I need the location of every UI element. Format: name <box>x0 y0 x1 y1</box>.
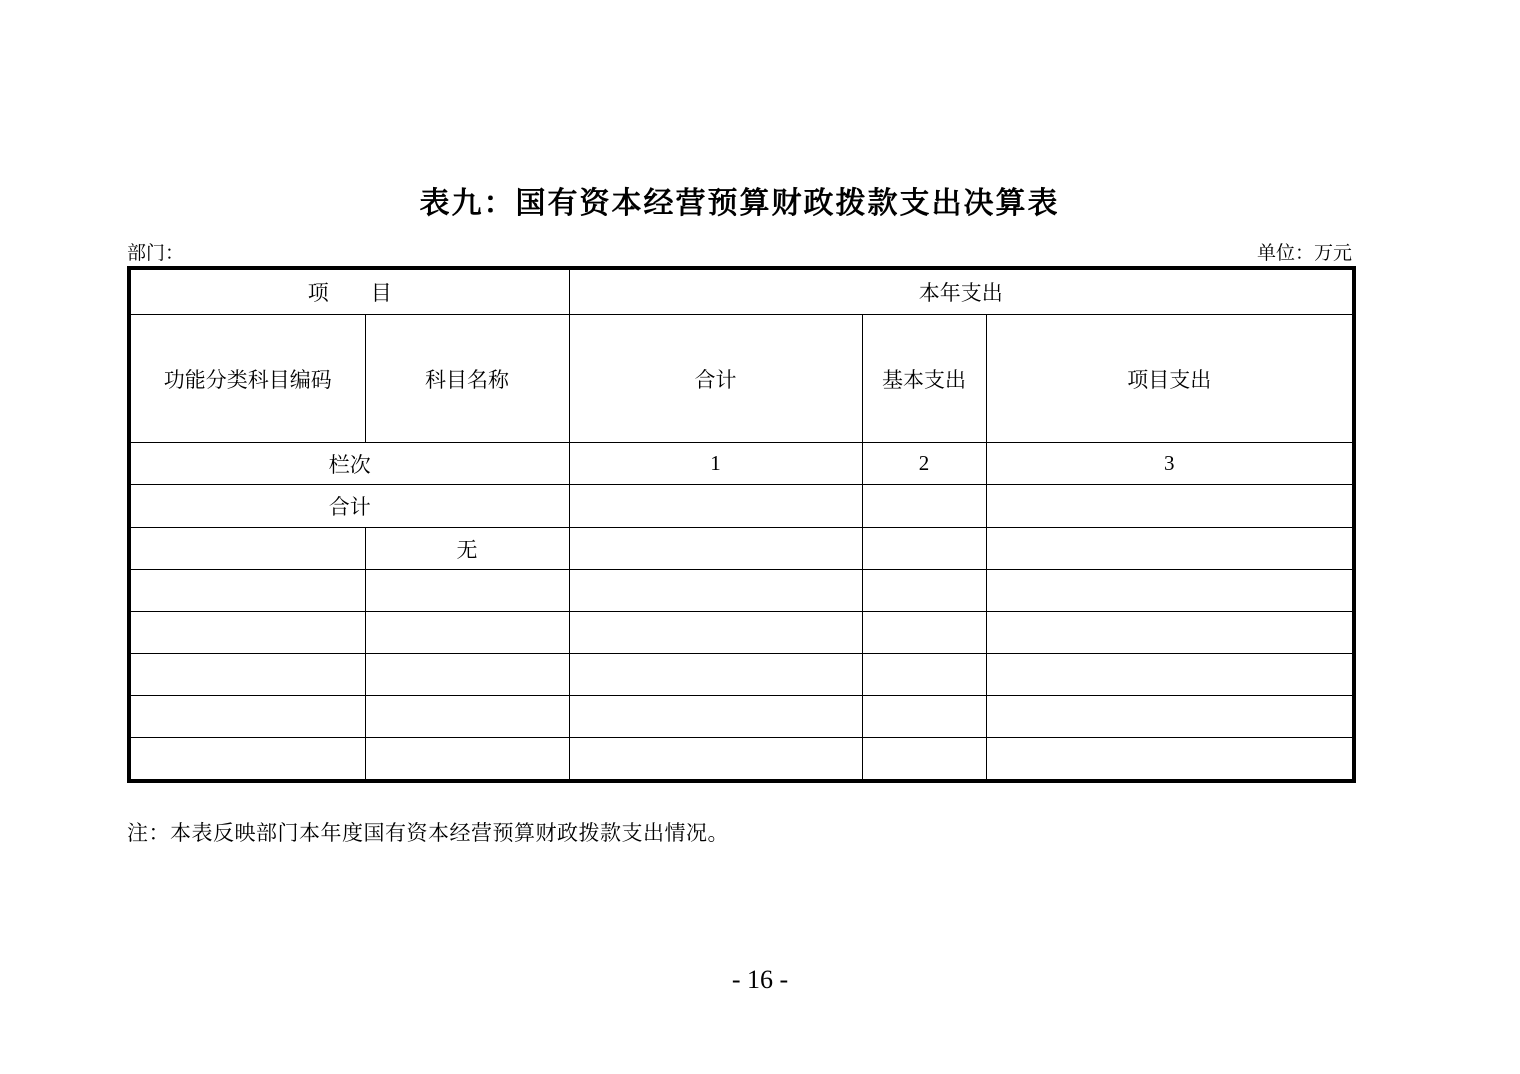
table-header-row-2 <box>129 315 1354 443</box>
cell-project <box>986 612 1354 654</box>
cell-total <box>569 654 862 696</box>
cell-total <box>569 570 862 612</box>
cell-subject-name <box>365 696 569 738</box>
cell-project <box>986 696 1354 738</box>
cell-project <box>986 570 1354 612</box>
department-label: 部门： <box>127 243 185 264</box>
total-row-total-cell <box>569 485 862 528</box>
cell-basic <box>862 696 986 738</box>
cell-code <box>129 612 365 654</box>
cell-basic <box>862 738 986 782</box>
table-meta-row <box>127 238 1352 265</box>
header-year-spend-cell: 本年支出 <box>569 268 1354 315</box>
col-header-basic-spend: 基本支出 <box>862 315 986 443</box>
cell-total <box>569 612 862 654</box>
col-header-function-code: 功能分类科目编码 <box>129 315 365 443</box>
cell-total <box>569 696 862 738</box>
cell-project <box>986 528 1354 570</box>
cell-code <box>129 696 365 738</box>
cell-basic <box>862 570 986 612</box>
col-header-subject-name: 科目名称 <box>365 315 569 443</box>
column-index-row <box>129 443 1354 485</box>
cell-project <box>986 738 1354 782</box>
column-index-1: 1 <box>569 443 862 485</box>
table-row <box>129 612 1354 654</box>
cell-subject-name <box>365 612 569 654</box>
cell-subject-name <box>365 654 569 696</box>
unit-label: 单位：万元 <box>1256 243 1352 264</box>
cell-project <box>986 654 1354 696</box>
column-index-2: 2 <box>862 443 986 485</box>
cell-subject-name: 无 <box>365 528 569 570</box>
total-row <box>129 485 1354 528</box>
cell-basic <box>862 654 986 696</box>
header-item-cell: 项 目 <box>129 268 569 315</box>
cell-basic <box>862 528 986 570</box>
column-index-label: 栏次 <box>129 443 569 485</box>
col-header-project-spend: 项目支出 <box>986 315 1354 443</box>
cell-code <box>129 654 365 696</box>
table-row <box>129 696 1354 738</box>
cell-basic <box>862 612 986 654</box>
column-index-3: 3 <box>986 443 1354 485</box>
total-row-basic-cell <box>862 485 986 528</box>
page-title: 表九：国有资本经营预算财政拨款支出决算表 <box>419 187 1060 220</box>
table-row <box>129 738 1354 782</box>
table-row <box>129 570 1354 612</box>
table-row <box>129 528 1354 570</box>
cell-code <box>129 738 365 782</box>
budget-table <box>127 266 1356 783</box>
table-header-row-1 <box>129 268 1354 315</box>
table-row <box>129 654 1354 696</box>
total-row-project-cell <box>986 485 1354 528</box>
col-header-total: 合计 <box>569 315 862 443</box>
cell-subject-name <box>365 738 569 782</box>
cell-total <box>569 528 862 570</box>
page-number: - 16 - <box>731 965 789 994</box>
cell-code <box>129 570 365 612</box>
cell-subject-name <box>365 570 569 612</box>
cell-total <box>569 738 862 782</box>
table-note: 注：本表反映部门本年度国有资本经营预算财政拨款支出情况。 <box>127 821 729 845</box>
total-row-label: 合计 <box>129 485 569 528</box>
cell-code <box>129 528 365 570</box>
